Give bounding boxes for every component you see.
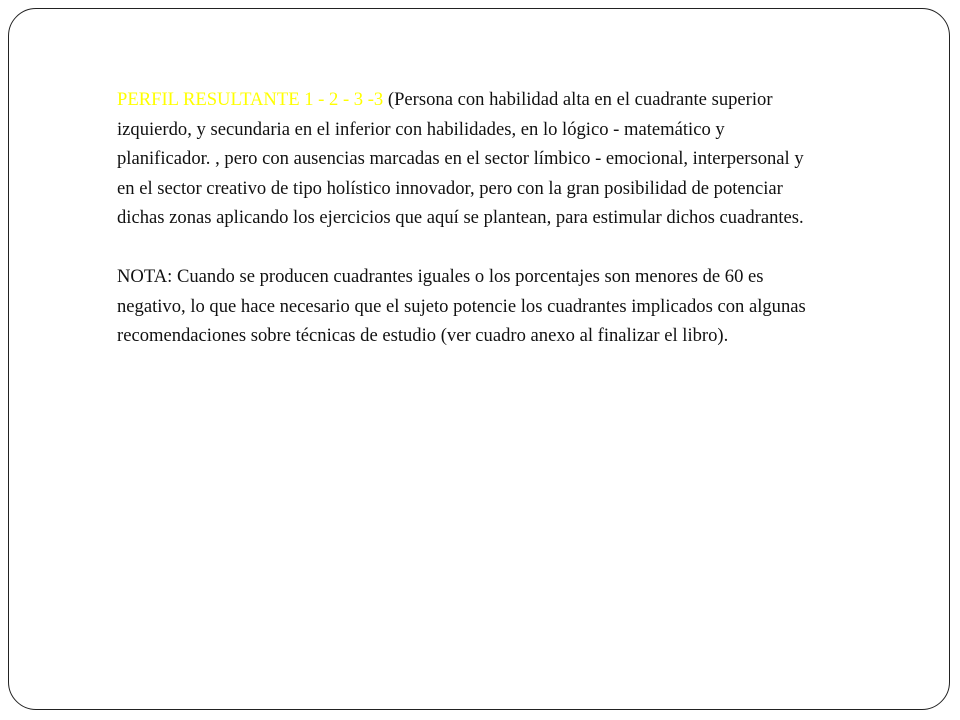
note-paragraph: NOTA: Cuando se producen cuadrantes iguales o los porcentajes son menores de 60 es negativo, lo que hace necesario que el sujeto potencie los cuadrantes implicados con algunas recomendaciones sobre técnicas de estudio (ver cuadro anexo al finalizar el libro).	[117, 266, 806, 346]
profile-paragraph	[117, 85, 817, 233]
profile-description: (Persona con habilidad alta en el cuadrante superior izquierdo, y secundaria en el inferior con habilidades, en lo lógico - matemático y planificador. , pero con ausencias marcadas en el sector límbico - emocional, interpersonal y en el sector creativo de tipo holístico innovador, pero con la gran posibilidad de potenciar dichas zonas aplicando los ejercicios que aquí se plantean, para estimular dichos cuadrantes.	[117, 89, 804, 228]
slide-body	[117, 85, 817, 380]
profile-heading: PERFIL RESULTANTE 1 - 2 - 3 -3	[117, 89, 384, 110]
slide-frame	[8, 8, 950, 710]
